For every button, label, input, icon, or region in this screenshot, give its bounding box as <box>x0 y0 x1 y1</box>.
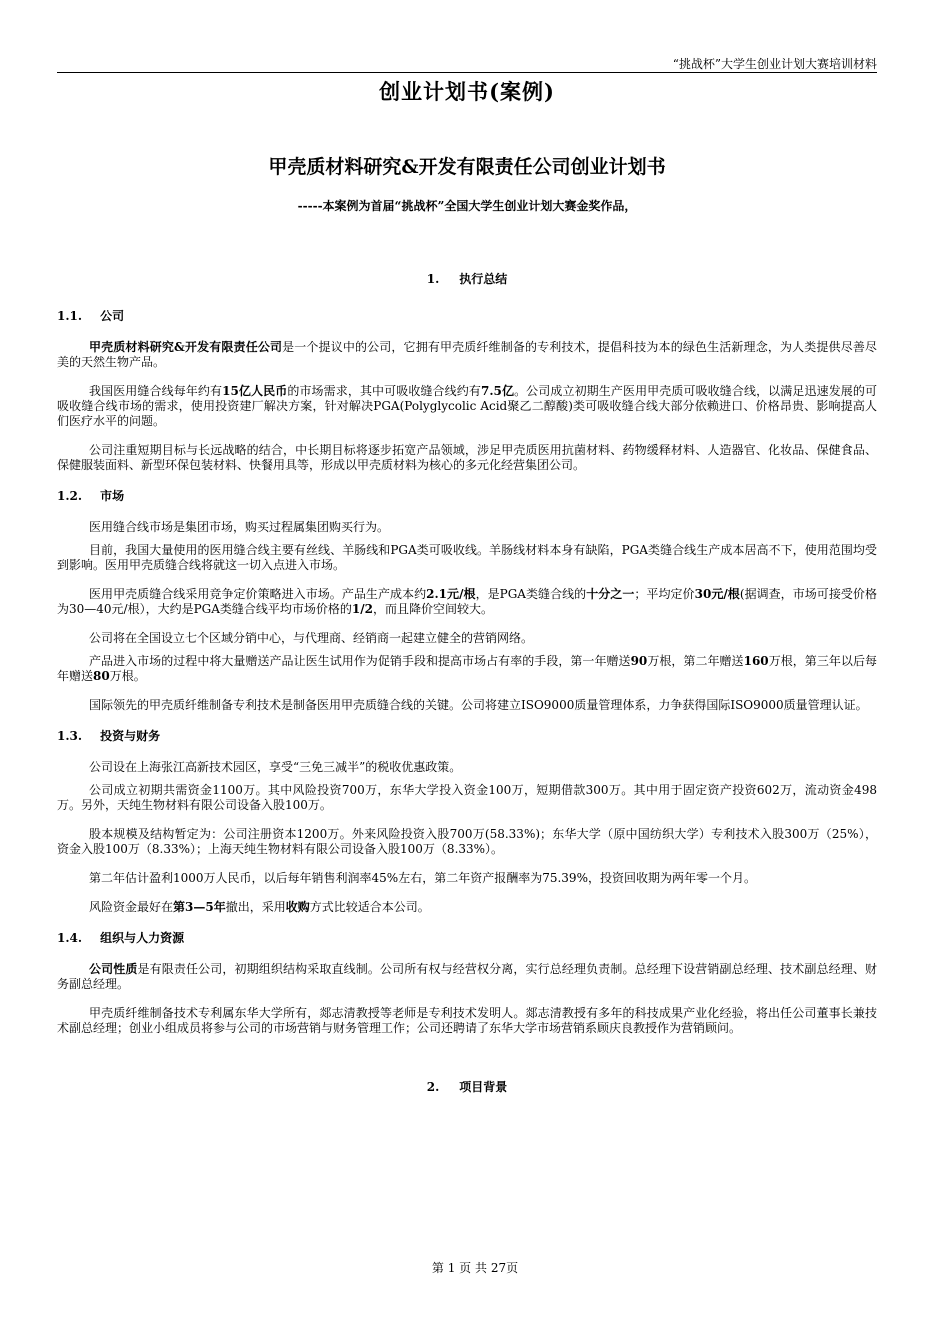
section-title: 公司 <box>100 309 125 323</box>
text: 方式比较适合本公司。 <box>309 900 430 914</box>
section-heading-1-3 <box>57 727 877 744</box>
page-total: 27 <box>490 1261 507 1275</box>
footer-text: 第 <box>431 1261 444 1275</box>
bold-text: 2.1元/根 <box>426 587 476 601</box>
bold-text: 1/2 <box>351 602 374 616</box>
text: 风险资金最好在 <box>89 900 174 914</box>
text: 撤出，采用 <box>225 900 286 914</box>
bold-text: 收购 <box>285 900 310 914</box>
paragraph: 股本规模及结构暂定为：公司注册资本1200万。外来风险投资入股700万(58.33%)；东华大学（原中国纺织大学）专利技术入股300万（25%），资金入股100万（8.33%）；上海天纯生物材料有限公司设备入股100万（8.33%）。 <box>57 827 877 856</box>
section-title: 组织与人力资源 <box>100 931 185 945</box>
footer-text: 页 <box>506 1261 519 1275</box>
bold-text: 30元/根 <box>694 587 740 601</box>
text: ，而且降价空间较大。 <box>373 602 494 616</box>
paragraph: 目前，我国大量使用的医用缝合线主要有丝线、羊肠线和PGA类可吸收线。羊肠线材料本身有缺陷，PGA类缝合线生产成本居高不下，使用范围均受到影响。医用甲壳质缝合线将就这一切入点进入市场。 <box>57 543 877 572</box>
chapter-heading-1 <box>57 270 877 287</box>
text: 。公司成立初期生产医用甲壳质可吸收缝合线，以满足迅速发展的可吸收缝合线市场的需求，使用投资建厂解决方案，针对解决PGA(Polyglycolic Acid聚乙二醇酸)类可吸收缝合线大部分依赖进口、价格昂贵、影响提高人们医疗水平的问题。 <box>57 384 877 428</box>
bold-text: 十分之一 <box>586 587 635 601</box>
footer-text: 页 共 <box>459 1261 487 1275</box>
text: ；平均定价 <box>634 587 695 601</box>
document-title-suffix: (案例) <box>489 79 555 104</box>
chapter-title: 项目背景 <box>459 1080 508 1094</box>
text: 医用甲壳质缝合线采用竞争定价策略进入市场。产品生产成本约 <box>89 587 427 601</box>
bold-text: 80 <box>93 669 110 683</box>
paragraph: 公司设在上海张江高新技术园区，享受“三免三减半”的税收优惠政策。 <box>89 760 462 774</box>
page-number: 1 <box>447 1261 456 1275</box>
plan-title: 甲壳质材料研究&开发有限责任公司创业计划书 <box>268 156 666 178</box>
text: 万根。 <box>109 669 146 683</box>
chapter-heading-2 <box>57 1078 877 1095</box>
bold-text: 第3—5年 <box>173 900 226 914</box>
header-rule <box>57 72 877 73</box>
text: 万根，第三年以后每年赠送 <box>57 654 877 683</box>
bold-text: 15亿人民币 <box>222 384 288 398</box>
text: 的市场需求，其中可吸收缝合线约有 <box>287 384 481 398</box>
text: 是有限责任公司，初期组织结构采取直线制。公司所有权与经营权分离，实行总经理负责制。总经理下设营销副总经理、技术副总经理、财务副总经理。 <box>57 962 877 991</box>
paragraph: 甲壳质纤维制备技术专利属东华大学所有，郯志清教授等老师是专利技术发明人。郯志清教授有多年的科技成果产业化经验，将出任公司董事长兼技术副总经理；创业小组成员将参与公司的市场营销与财务管理工作；公司还聘请了东华大学市场营销系顾庆良教授作为营销顾问。 <box>57 1006 877 1035</box>
paragraph: 公司成立初期共需资金1100万。其中风险投资700万，东华大学投入资金100万，短期借款300万。其中用于固定资产投资602万，流动资金498万。另外，天纯生物材料有限公司设备入股100万。 <box>57 783 877 812</box>
chapter-number: 2. <box>426 1080 440 1094</box>
section-number: 1.4. <box>57 931 83 945</box>
paragraph <box>57 340 877 370</box>
paragraph: 第二年估计盈利1000万人民币，以后每年销售利润率45%左右，第二年资产报酬率为75.39%，投资回收期为两年零一个月。 <box>89 871 756 885</box>
bold-text: 公司性质 <box>89 962 138 976</box>
paragraph: 医用缝合线市场是集团市场，购买过程属集团购买行为。 <box>89 520 390 534</box>
page-footer <box>0 1259 950 1276</box>
text: 产品进入市场的过程中将大量赠送产品让医生试用作为促销手段和提高市场占有率的手段，第一年赠送 <box>89 654 631 668</box>
section-number: 1.2. <box>57 489 83 503</box>
section-number: 1.1. <box>57 309 83 323</box>
section-heading-1-4 <box>57 929 877 946</box>
section-heading-1-1 <box>57 307 877 324</box>
bold-text: 7.5亿 <box>480 384 515 398</box>
page-body <box>57 76 877 1115</box>
paragraph <box>57 384 877 429</box>
text: 我国医用缝合线每年约有 <box>89 384 223 398</box>
document-title <box>57 76 877 106</box>
bold-text: 甲壳质材料研究&开发有限责任公司 <box>89 340 283 354</box>
text: 是一个提议中的公司，它拥有甲壳质纤维制备的专利技术，提倡科技为本的绿色生活新理念，为人类提供尽善尽美的天然生物产品。 <box>57 340 877 369</box>
text: (据调查，市场可接受价格为30—40元/根），大约是PGA类缝合线平均市场价格的 <box>57 587 877 616</box>
paragraph: 公司注重短期目标与长远战略的结合，中长期目标将逐步拓宽产品领域，涉足甲壳质医用抗菌材料、药物缓释材料、人造器官、化妆品、保健食品、保健服装面料、新型环保包装材料、快餐用具等，形成以甲壳质材料为核心的多元化经营集团公司。 <box>57 443 877 472</box>
section-title: 市场 <box>100 489 125 503</box>
paragraph: 公司将在全国设立七个区域分销中心，与代理商、经销商一起建立健全的营销网络。 <box>89 631 534 645</box>
running-header: “挑战杯”大学生创业计划大赛培训材料 <box>672 57 877 71</box>
plan-subtitle: -----本案例为首届“挑战杯”全国大学生创业计划大赛金奖作品， <box>297 199 637 213</box>
document-title-main: 创业计划书 <box>379 79 490 104</box>
section-number: 1.3. <box>57 729 83 743</box>
section-title: 投资与财务 <box>100 729 161 743</box>
chapter-number: 1. <box>426 272 440 286</box>
text: ，是PGA类缝合线的 <box>475 587 587 601</box>
bold-text: 90 <box>630 654 648 668</box>
text: 万根，第二年赠送 <box>647 654 744 668</box>
section-heading-1-2 <box>57 487 877 504</box>
chapter-title: 执行总结 <box>459 272 508 286</box>
paragraph: 国际领先的甲壳质纤维制备专利技术是制备医用甲壳质缝合线的关键。公司将建立ISO9000质量管理体系，力争获得国际ISO9000质量管理认证。 <box>89 698 868 712</box>
paragraph <box>57 587 877 617</box>
paragraph <box>57 654 877 684</box>
paragraph <box>57 900 877 915</box>
paragraph <box>57 962 877 992</box>
bold-text: 160 <box>743 654 769 668</box>
